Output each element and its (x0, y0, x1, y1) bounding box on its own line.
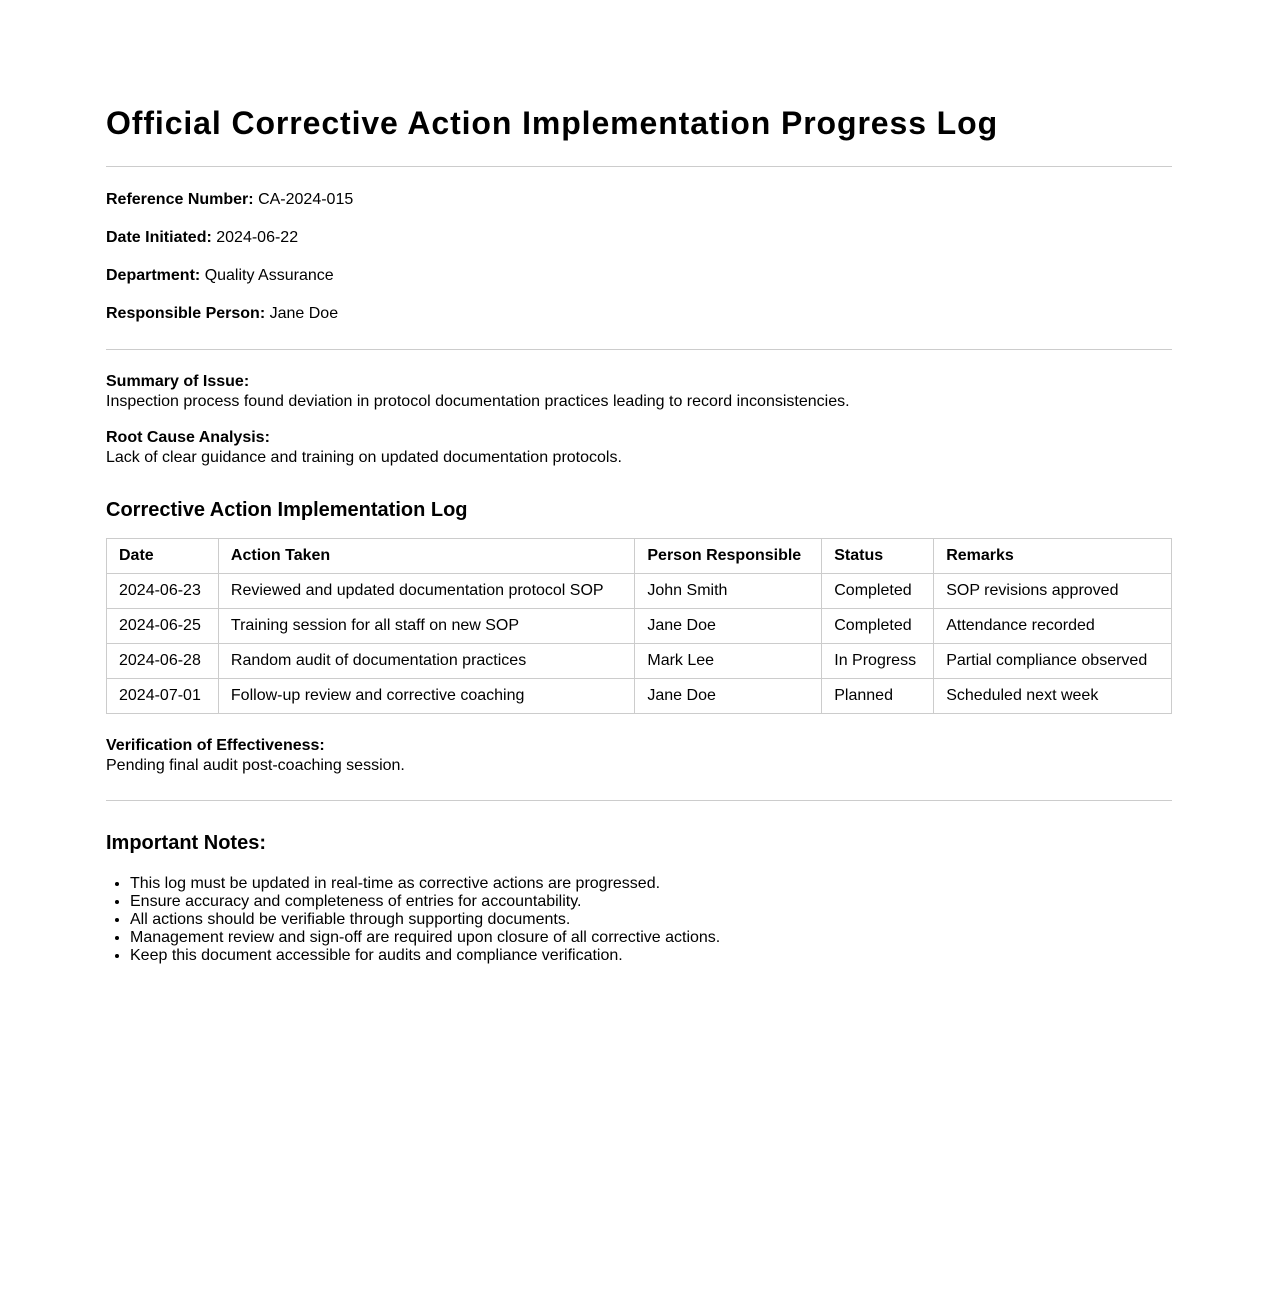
department-value: Quality Assurance (204, 267, 334, 284)
log-heading: Corrective Action Implementation Log (106, 499, 468, 521)
cell-person: Mark Lee (635, 644, 822, 679)
root-cause-text: Lack of clear guidance and training on updated documentation protocols. (106, 449, 622, 466)
list-item: • Ensure accuracy and completeness of entries for accountability. (130, 893, 1172, 911)
cell-action: Random audit of documentation practices (218, 644, 634, 679)
root-cause-section (106, 428, 1172, 468)
column-header-action: Action Taken (218, 539, 634, 574)
responsible-person (106, 305, 1172, 323)
table-row (107, 574, 1172, 609)
cell-person: John Smith (635, 574, 822, 609)
column-header-person: Person Responsible (635, 539, 822, 574)
root-cause-label: Root Cause Analysis: (106, 429, 270, 446)
table-row (107, 609, 1172, 644)
cell-status: Completed (822, 574, 934, 609)
verification-label: Verification of Effectiveness: (106, 737, 325, 754)
divider (106, 800, 1172, 801)
cell-remarks: Scheduled next week (934, 679, 1172, 714)
column-header-status: Status (822, 539, 934, 574)
verification-text: Pending final audit post-coaching session. (106, 757, 405, 774)
date-initiated-value: 2024-06-22 (216, 229, 299, 246)
reference-number (106, 191, 1172, 209)
cell-date: 2024-06-25 (107, 609, 219, 644)
reference-number-label: Reference Number: (106, 191, 254, 208)
summary-section (106, 372, 1172, 412)
list-item: • Management review and sign-off are required upon closure of all corrective actions. (130, 929, 1172, 947)
reference-number-value: CA-2024-015 (258, 191, 354, 208)
cell-status: In Progress (822, 644, 934, 679)
page-title: Official Corrective Action Implementation Progress Log (106, 105, 999, 141)
summary-label: Summary of Issue: (106, 373, 250, 390)
date-initiated (106, 229, 1172, 247)
table-row (107, 644, 1172, 679)
cell-remarks: Attendance recorded (934, 609, 1172, 644)
cell-action: Training session for all staff on new SOP (218, 609, 634, 644)
notes-heading: Important Notes: (106, 832, 266, 854)
cell-remarks: SOP revisions approved (934, 574, 1172, 609)
table-row (107, 679, 1172, 714)
action-log-table (106, 538, 1172, 714)
list-item: • This log must be updated in real-time as corrective actions are progressed. (130, 875, 1172, 893)
column-header-remarks: Remarks (934, 539, 1172, 574)
verification-section (106, 736, 1172, 776)
responsible-person-value: Jane Doe (269, 305, 339, 322)
list-item: • All actions should be verifiable through supporting documents. (130, 911, 1172, 929)
divider (106, 349, 1172, 350)
department (106, 267, 1172, 285)
cell-action: Follow-up review and corrective coaching (218, 679, 634, 714)
table-header-row (107, 539, 1172, 574)
column-header-date: Date (107, 539, 219, 574)
meta-section (106, 191, 1172, 323)
list-item: • Keep this document accessible for audits and compliance verification. (130, 947, 1172, 965)
cell-date: 2024-06-28 (107, 644, 219, 679)
cell-remarks: Partial compliance observed (934, 644, 1172, 679)
cell-date: 2024-06-23 (107, 574, 219, 609)
responsible-person-label: Responsible Person: (106, 305, 266, 322)
date-initiated-label: Date Initiated: (106, 229, 212, 246)
cell-person: Jane Doe (635, 679, 822, 714)
cell-status: Completed (822, 609, 934, 644)
cell-action: Reviewed and updated documentation protocol SOP (218, 574, 634, 609)
notes-list (106, 875, 1172, 965)
cell-status: Planned (822, 679, 934, 714)
divider (106, 166, 1172, 167)
summary-text: Inspection process found deviation in protocol documentation practices leading to record inconsistencies. (106, 393, 850, 410)
cell-date: 2024-07-01 (107, 679, 219, 714)
cell-person: Jane Doe (635, 609, 822, 644)
department-label: Department: (106, 267, 201, 284)
